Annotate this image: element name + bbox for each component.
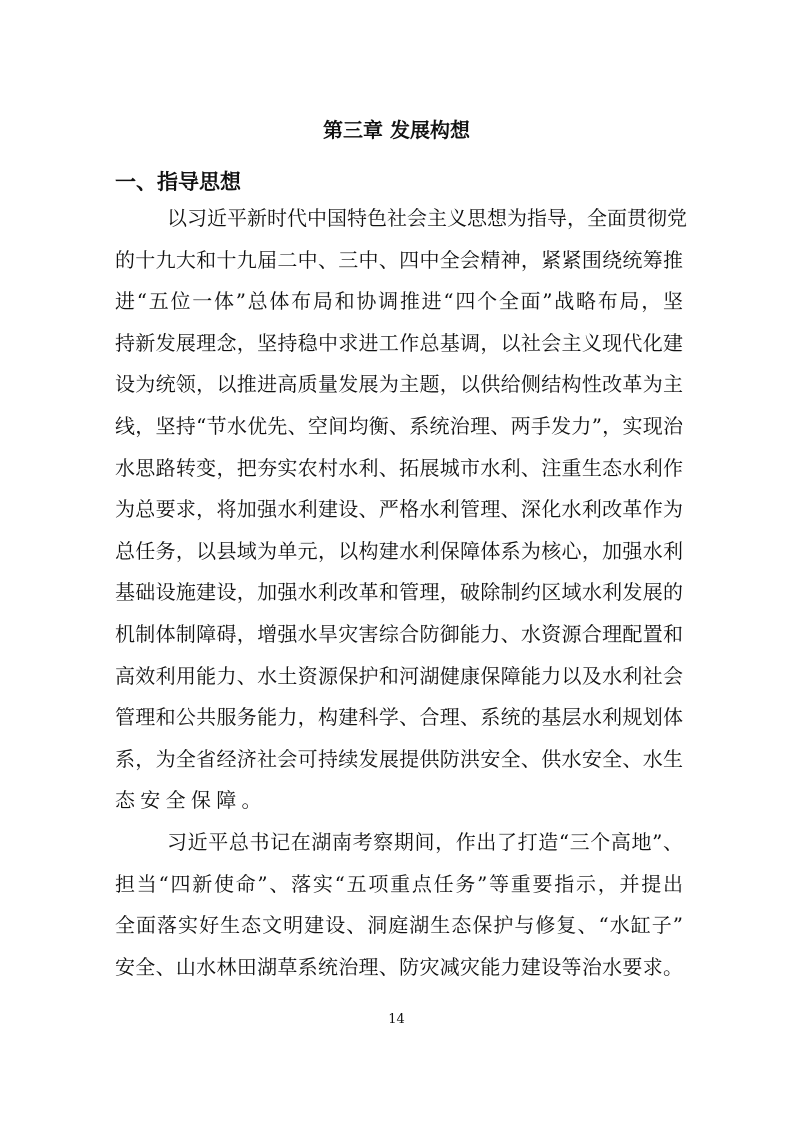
chapter-title: 第三章 发展构想	[323, 118, 470, 142]
text-line: 基础设施建设，加强水利改革和管理，破除制约区域水利发展的	[115, 580, 683, 605]
text-line: 持新发展理念，坚持稳中求进工作总基调，以社会主义现代化建	[115, 330, 683, 355]
text-line: 总任务，以县域为单元，以构建水利保障体系为核心，加强水利	[115, 538, 683, 563]
text-line: 水思路转变，把夯实农村水利、拓展城市水利、注重生态水利作	[115, 455, 683, 480]
text-line: 的十九大和十九届二中、三中、四中全会精神，紧紧围绕统筹推	[115, 247, 683, 272]
text-line: 习近平总书记在湖南考察期间，作出了打造“三个高地”、	[167, 829, 683, 854]
page-number: 14	[388, 1012, 405, 1027]
text-line: 设为统领，以推进高质量发展为主题，以供给侧结构性改革为主	[115, 372, 683, 397]
section-heading: 一、指导思想	[115, 170, 241, 194]
paragraph-2	[115, 827, 683, 993]
document-body	[115, 203, 687, 993]
text-line: 高效利用能力、水土资源保护和河湖健康保障能力以及水利社会	[115, 663, 683, 688]
text-line: 进“五位一体”总体布局和协调推进“四个全面”战略布局，坚	[115, 289, 683, 314]
text-line: 管理和公共服务能力，构建科学、合理、系统的基层水利规划体	[115, 705, 683, 730]
text-line: 担当“四新使命”、落实“五项重点任务”等重要指示，并提出	[115, 871, 683, 896]
text-line: 以习近平新时代中国特色社会主义思想为指导，全面贯彻党	[167, 206, 687, 230]
text-line: 为总要求，将加强水利建设、严格水利管理、深化水利改革作为	[115, 497, 683, 522]
text-line: 机制体制障碍，增强水旱灾害综合防御能力、水资源合理配置和	[115, 621, 683, 646]
text-line: 态安全保障。	[115, 788, 267, 813]
text-line: 系，为全省经济社会可持续发展提供防洪安全、供水安全、水生	[115, 746, 683, 771]
text-line: 安全、山水林田湖草系统治理、防灾减灾能力建设等治水要求。	[115, 954, 683, 979]
text-line: 全面落实好生态文明建设、洞庭湖生态保护与修复、“水缸子”	[115, 913, 683, 938]
text-line: 线，坚持“节水优先、空间均衡、系统治理、两手发力”，实现治	[115, 413, 683, 438]
paragraph-1	[115, 203, 687, 827]
